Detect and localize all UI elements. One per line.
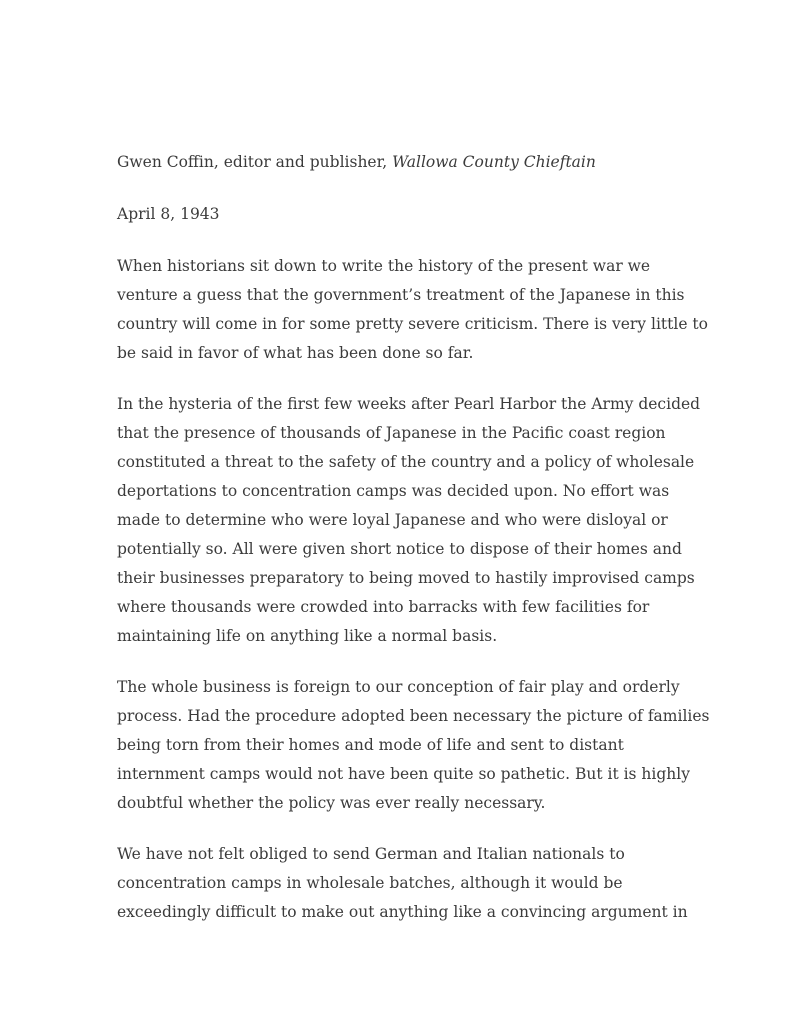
paragraph-line: potentially so. All were given short notice to dispose of their homes and [117,540,682,558]
paragraph-line: venture a guess that the government’s treatment of the Japanese in this [117,286,685,304]
paragraph-line: their businesses preparatory to being moved to hastily improvised camps [117,569,695,587]
document-page [117,148,710,949]
paragraph-line: doubtful whether the policy was ever really necessary. [117,794,546,812]
paragraph-line: internment camps would not have been quite so pathetic. But it is highly [117,765,690,783]
paragraph-1 [117,252,708,368]
date-line: April 8, 1943 [117,205,220,223]
paragraph-line: exceedingly difficult to make out anything like a convincing argument in [117,903,688,921]
paragraph-2 [117,390,701,651]
byline-publication: Wallowa County Chieftain [392,153,596,171]
paragraph-3 [117,673,710,818]
paragraph-line: country will come in for some pretty severe criticism. There is very little to [117,315,708,333]
byline [117,148,687,177]
paragraph-line: When historians sit down to write the history of the present war we [117,257,651,275]
paragraph-line: be said in favor of what has been done so far. [117,344,474,362]
paragraph-line: deportations to concentration camps was decided upon. No effort was [117,482,670,500]
paragraph-line: We have not felt obliged to send German and Italian nationals to [117,845,625,863]
paragraph-4 [117,840,687,927]
byline-author: Gwen Coffin, editor and publisher, [117,153,393,171]
paragraph-line: where thousands were crowded into barracks with few facilities for [117,598,650,616]
paragraph-line: maintaining life on anything like a normal basis. [117,627,498,645]
paragraph-line: concentration camps in wholesale batches, although it would be [117,874,623,892]
paragraph-line: being torn from their homes and mode of life and sent to distant [117,736,624,754]
paragraph-line: made to determine who were loyal Japanese and who were disloyal or [117,511,668,529]
paragraph-line: In the hysteria of the first few weeks after Pearl Harbor the Army decided [117,395,701,413]
paragraph-line: constituted a threat to the safety of the country and a policy of wholesale [117,453,695,471]
paragraph-line: that the presence of thousands of Japanese in the Pacific coast region [117,424,666,442]
paragraph-line: process. Had the procedure adopted been necessary the picture of families [117,707,710,725]
paragraph-line: The whole business is foreign to our conception of fair play and orderly [117,678,680,696]
